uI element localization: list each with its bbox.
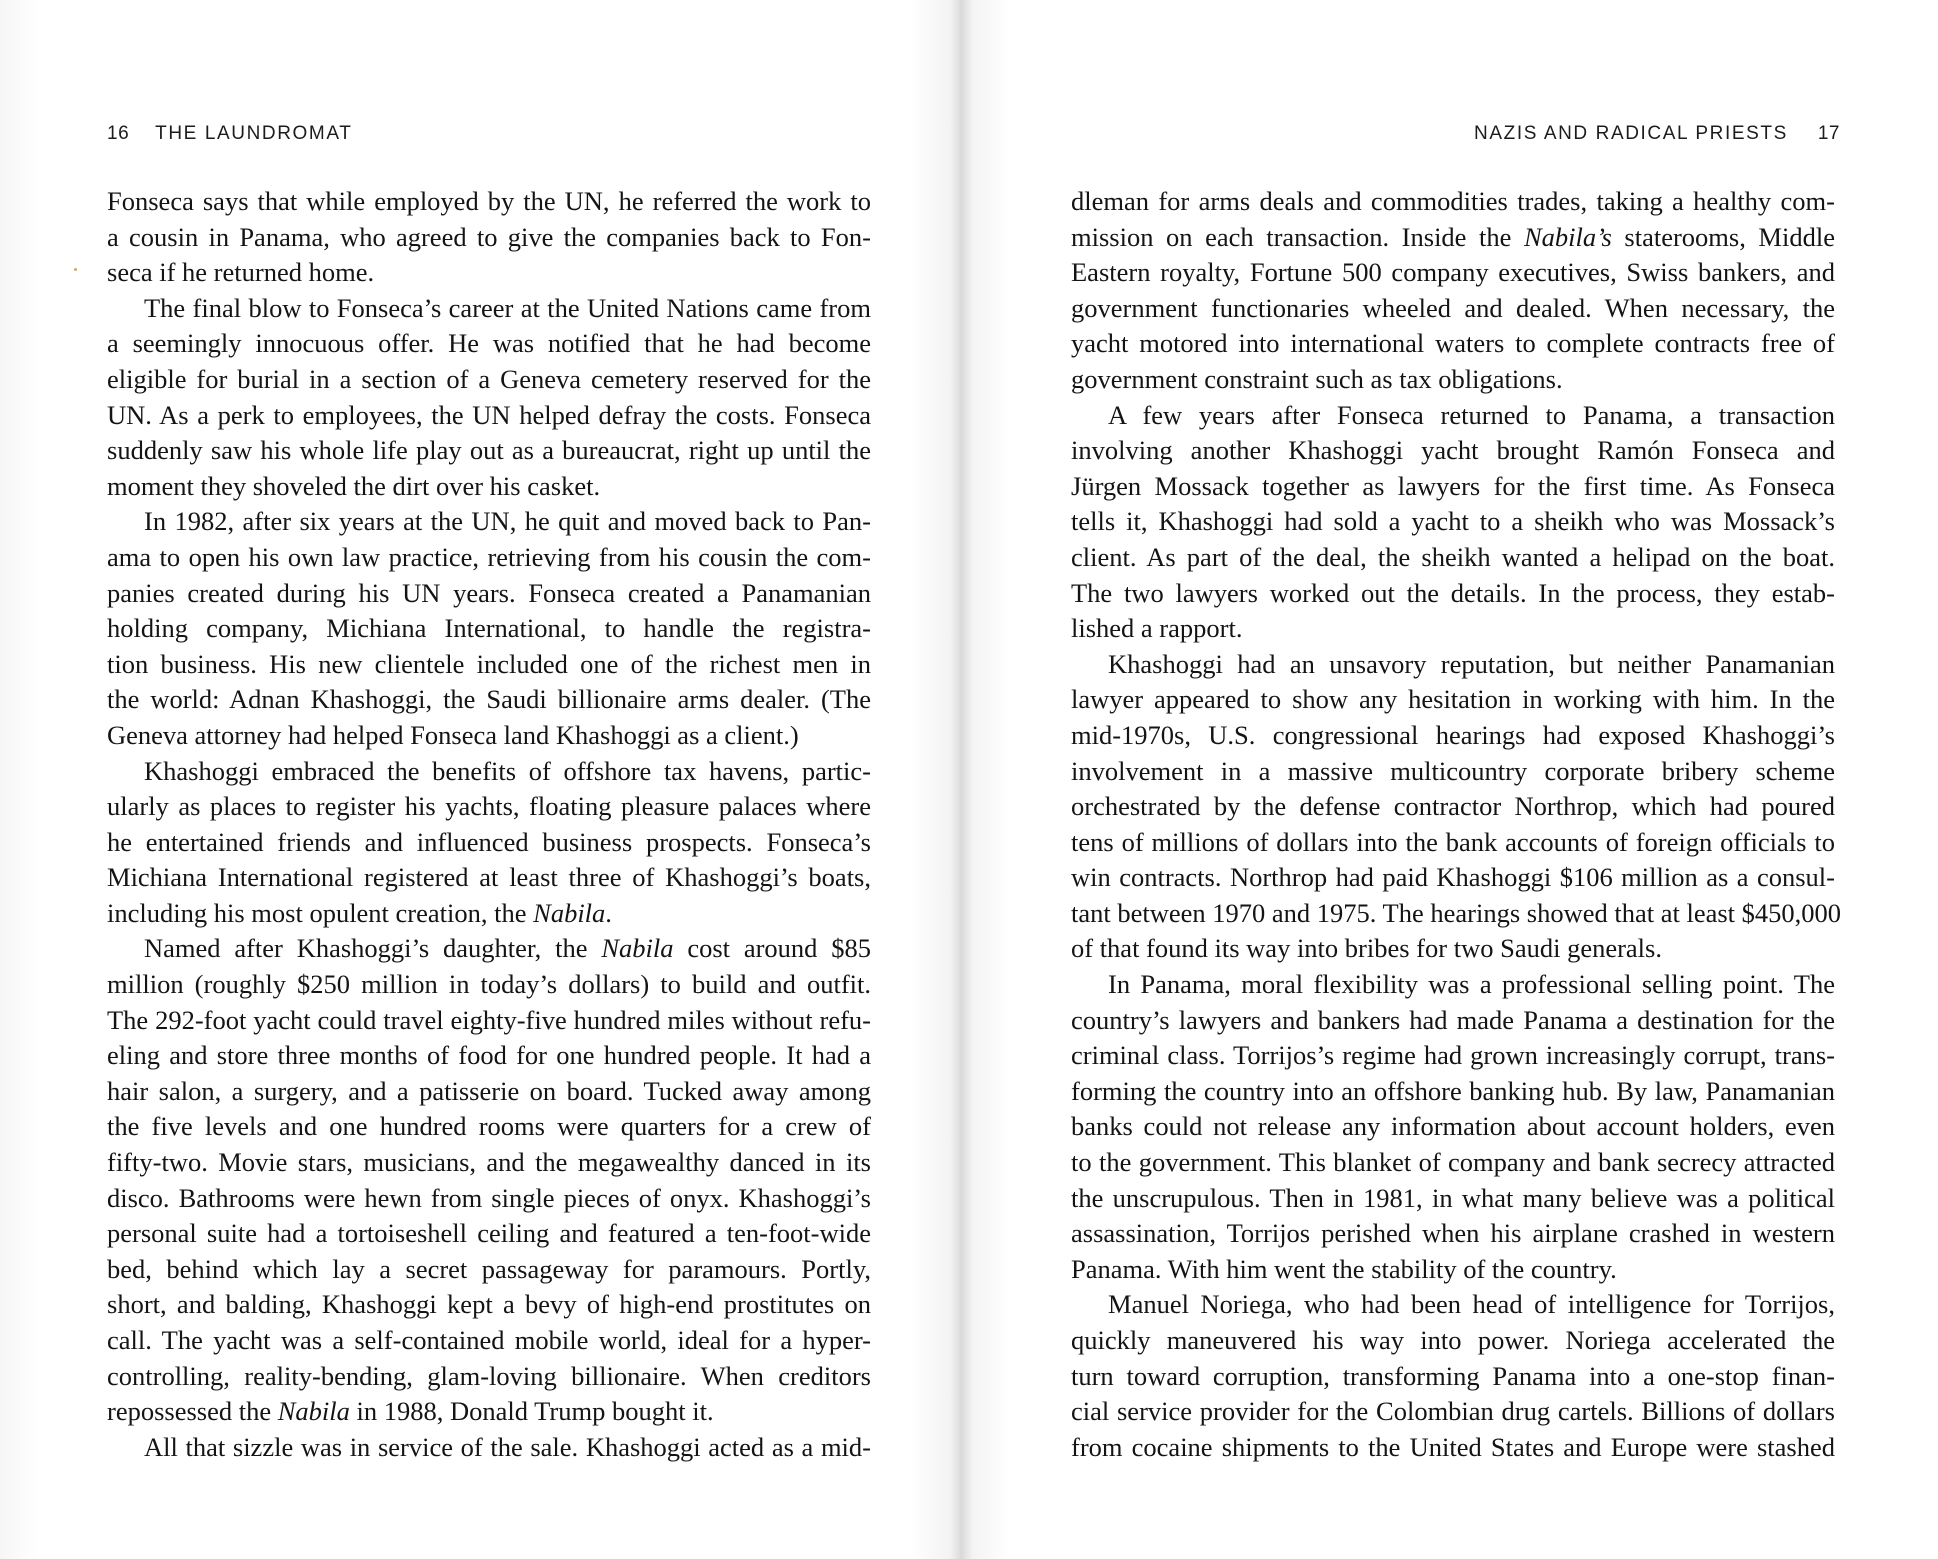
text-segment: quickly maneuvered his way into power. Noriega accelerated the — [1071, 1325, 1835, 1355]
text-segment: country’s lawyers and bankers had made Panama a destination for the — [1071, 1004, 1835, 1035]
text-segment: ularly as places to register his yachts, floating pleasure palaces where — [107, 791, 871, 822]
text-line — [1071, 647, 1835, 683]
text-segment: win contracts. Northrop had paid Khashoggi $106 million as a consul- — [1071, 862, 1835, 893]
text-line — [1071, 1252, 1835, 1288]
text-line — [1071, 433, 1835, 469]
page-speck — [74, 268, 77, 271]
left-running-head-title: THE LAUNDROMAT — [155, 123, 353, 144]
text-segment: suddenly saw his whole life play out as a bureaucrat, right up until the — [107, 435, 871, 466]
text-segment: staterooms, Middle — [1611, 221, 1835, 252]
text-segment: Fonseca says that while employed by the UN, he referred the work to — [107, 186, 871, 216]
text-line — [107, 1181, 871, 1217]
text-segment: tion business. His new clientele included one of the richest men in — [107, 648, 871, 679]
text-line — [1071, 1287, 1835, 1323]
text-segment: cost around $85 — [673, 933, 871, 964]
text-line — [107, 825, 871, 861]
text-segment: All that sizzle was in service of the sale. Khashoggi acted as a mid- — [144, 1431, 871, 1462]
text-segment: mid-1970s, U.S. congressional hearings had exposed Khashoggi’s — [1071, 719, 1835, 750]
text-line — [1071, 1074, 1835, 1110]
text-line — [1071, 540, 1835, 576]
text-segment: of that found its way into bribes for two Saudi generals. — [1071, 933, 1662, 964]
text-segment: tens of millions of dollars into the bank accounts of foreign officials to — [1071, 826, 1835, 857]
text-segment: turn toward corruption, transforming Panama into a one-stop finan- — [1071, 1360, 1835, 1391]
text-line — [1071, 789, 1835, 825]
text-segment: client. As part of the deal, the sheikh wanted a helipad on the boat. — [1071, 541, 1835, 572]
text-line — [107, 184, 871, 220]
text-line — [107, 362, 871, 398]
text-line — [107, 1074, 871, 1110]
text-segment: UN. As a perk to employees, the UN helped defray the costs. Fonseca — [107, 399, 871, 430]
text-line — [107, 576, 871, 612]
text-segment: personal suite had a tortoiseshell ceiling and featured a ten-foot-wide — [107, 1218, 871, 1249]
text-line — [1071, 860, 1835, 896]
gutter-shadow — [950, 0, 972, 1559]
text-segment: a cousin in Panama, who agreed to give the companies back to Fon- — [107, 221, 871, 252]
text-segment: hair salon, a surgery, and a patisserie on board. Tucked away among — [107, 1075, 871, 1106]
text-line — [1071, 469, 1835, 505]
text-segment: government functionaries wheeled and dealed. When necessary, the — [1071, 292, 1835, 323]
text-line — [107, 718, 871, 754]
text-segment: Named after Khashoggi’s daughter, the — [144, 933, 602, 964]
text-segment: the world: Adnan Khashoggi, the Saudi billionaire arms dealer. (The — [107, 684, 871, 715]
text-segment: cial service provider for the Colombian drug cartels. Billions of dollars — [1071, 1396, 1835, 1427]
text-line — [1071, 291, 1835, 327]
text-segment: Manuel Noriega, who had been head of intelligence for Torrijos, — [1108, 1289, 1835, 1320]
text-line — [1071, 326, 1835, 362]
text-line — [107, 469, 871, 505]
right-running-head — [1474, 123, 1840, 145]
text-line — [1071, 825, 1835, 861]
text-line — [1071, 1145, 1835, 1181]
text-segment: orchestrated by the defense contractor Northrop, which had poured — [1071, 791, 1835, 822]
text-line — [107, 220, 871, 256]
text-segment: holding company, Michiana International, to handle the registra- — [107, 613, 871, 644]
text-line — [1071, 718, 1835, 754]
text-segment: including his most opulent creation, the — [107, 897, 534, 928]
italic-text: Nabila — [533, 897, 606, 928]
text-line — [1071, 611, 1835, 647]
text-segment: eligible for burial in a section of a Geneva cemetery reserved for the — [107, 363, 871, 394]
text-segment: The two lawyers worked out the details. In the process, they estab- — [1071, 577, 1835, 608]
text-line — [107, 433, 871, 469]
text-line — [107, 789, 871, 825]
text-line — [1071, 576, 1835, 612]
text-line — [1071, 1216, 1835, 1252]
text-segment: Geneva attorney had helped Fonseca land Khashoggi as a client.) — [107, 719, 799, 750]
text-line — [1071, 504, 1835, 540]
text-segment: . — [605, 897, 612, 928]
left-running-head — [107, 123, 352, 145]
text-segment: In Panama, moral flexibility was a professional selling point. The — [1108, 969, 1835, 1000]
text-line — [1071, 1430, 1835, 1466]
text-line — [1071, 931, 1835, 967]
text-segment: Panama. With him went the stability of the country. — [1071, 1253, 1617, 1284]
text-line — [107, 291, 871, 327]
right-page — [960, 0, 1938, 1559]
text-segment: involvement in a massive multicountry corporate bribery scheme — [1071, 755, 1835, 786]
text-line — [107, 1430, 871, 1466]
text-segment: assassination, Torrijos perished when his airplane crashed in western — [1071, 1218, 1835, 1249]
text-segment: lawyer appeared to show any hesitation in working with him. In the — [1071, 684, 1835, 715]
text-line — [107, 255, 871, 291]
text-segment: In 1982, after six years at the UN, he quit and moved back to Pan- — [144, 506, 871, 537]
text-segment: mission on each transaction. Inside the — [1071, 221, 1524, 252]
italic-text: Nabila — [601, 933, 674, 964]
text-segment: controlling, reality-bending, glam-loving billionaire. When creditors — [107, 1360, 871, 1391]
text-line — [107, 326, 871, 362]
text-line — [107, 1003, 871, 1039]
left-page — [0, 0, 960, 1559]
text-line — [107, 967, 871, 1003]
text-line — [107, 860, 871, 896]
italic-text: Nabila — [277, 1396, 350, 1427]
text-segment: call. The yacht was a self-contained mobile world, ideal for a hyper- — [107, 1325, 871, 1355]
text-segment: dleman for arms deals and commodities trades, taking a healthy com- — [1071, 186, 1835, 216]
text-segment: criminal class. Torrijos’s regime had grown increasingly corrupt, trans- — [1071, 1040, 1835, 1071]
text-segment: forming the country into an offshore banking hub. By law, Panamanian — [1071, 1075, 1835, 1106]
text-segment: in 1988, Donald Trump bought it. — [349, 1396, 714, 1427]
text-segment: tant between 1970 and 1975. The hearings showed that at least $450,000 — [1071, 897, 1842, 928]
text-line — [107, 540, 871, 576]
text-line — [1071, 398, 1835, 434]
text-line — [1071, 896, 1842, 932]
text-segment: tells it, Khashoggi had sold a yacht to a sheikh who was Mossack’s — [1071, 506, 1835, 537]
text-line — [1071, 1323, 1835, 1359]
text-segment: the five levels and one hundred rooms were quarters for a crew of — [107, 1111, 871, 1142]
text-line — [107, 1394, 871, 1430]
text-segment: bed, behind which lay a secret passageway for paramours. Portly, — [107, 1253, 871, 1284]
right-running-head-title: NAZIS AND RADICAL PRIESTS — [1474, 123, 1788, 144]
text-segment: million (roughly $250 million in today’s dollars) to build and outfit. — [107, 969, 871, 1000]
text-line — [1071, 1109, 1835, 1145]
right-page-number: 17 — [1817, 123, 1840, 144]
text-segment: The final blow to Fonseca’s career at the United Nations came from — [144, 292, 871, 323]
text-line — [107, 931, 871, 967]
text-segment: Michiana International registered at least three of Khashoggi’s boats, — [107, 862, 871, 893]
text-line — [107, 1038, 871, 1074]
text-line — [107, 611, 871, 647]
text-line — [107, 398, 871, 434]
text-segment: seca if he returned home. — [107, 257, 375, 288]
left-body-text — [107, 184, 871, 1465]
text-line — [1071, 754, 1835, 790]
left-page-number: 16 — [107, 123, 130, 144]
text-line — [1071, 1038, 1835, 1074]
text-segment: disco. Bathrooms were hewn from single pieces of onyx. Khashoggi’s — [107, 1182, 871, 1213]
text-line — [1071, 1181, 1835, 1217]
text-line — [107, 1287, 871, 1323]
text-segment: repossessed the — [107, 1396, 278, 1427]
text-segment: he entertained friends and influenced business prospects. Fonseca’s — [107, 826, 871, 857]
text-line — [107, 896, 871, 932]
text-line — [1071, 1394, 1835, 1430]
text-segment: a seemingly innocuous offer. He was notified that he had become — [107, 328, 871, 359]
text-line — [107, 647, 871, 683]
text-segment: Jürgen Mossack together as lawyers for the first time. As Fonseca — [1071, 470, 1835, 501]
text-segment: A few years after Fonseca returned to Panama, a transaction — [1108, 399, 1835, 430]
text-line — [1071, 362, 1835, 398]
text-line — [1071, 967, 1835, 1003]
text-segment: to the government. This blanket of company and bank secrecy attracted — [1071, 1147, 1835, 1178]
text-line — [1071, 1359, 1835, 1395]
text-line — [1071, 255, 1835, 291]
text-line — [107, 1252, 871, 1288]
text-segment: panies created during his UN years. Fonseca created a Panamanian — [107, 577, 871, 608]
text-segment: moment they shoveled the dirt over his casket. — [107, 470, 601, 501]
text-segment: yacht motored into international waters to complete contracts free of — [1071, 328, 1835, 359]
text-segment: from cocaine shipments to the United States and Europe were stashed — [1071, 1431, 1835, 1462]
text-segment: government constraint such as tax obligations. — [1071, 363, 1563, 394]
text-segment: banks could not release any information about account holders, even — [1071, 1111, 1835, 1142]
text-line — [107, 1323, 871, 1359]
text-line — [107, 1359, 871, 1395]
text-segment: involving another Khashoggi yacht brought Ramón Fonseca and — [1071, 435, 1835, 466]
text-line — [1071, 682, 1835, 718]
text-segment: The 292-foot yacht could travel eighty-five hundred miles without refu- — [107, 1004, 871, 1035]
italic-text: Nabila’s — [1523, 221, 1612, 252]
text-segment: ama to open his own law practice, retrieving from his cousin the com- — [107, 541, 871, 572]
text-segment: the unscrupulous. Then in 1981, in what many believe was a political — [1071, 1182, 1835, 1213]
text-segment: fifty-two. Movie stars, musicians, and the megawealthy danced in its — [107, 1147, 871, 1178]
text-segment: Khashoggi had an unsavory reputation, but neither Panamanian — [1108, 648, 1835, 679]
text-line — [1071, 1003, 1835, 1039]
text-segment: Eastern royalty, Fortune 500 company executives, Swiss bankers, and — [1071, 257, 1835, 288]
text-line — [107, 504, 871, 540]
text-segment: short, and balding, Khashoggi kept a bevy of high-end prostitutes on — [107, 1289, 871, 1320]
text-segment: Khashoggi embraced the benefits of offshore tax havens, partic- — [144, 755, 871, 786]
text-line — [107, 754, 871, 790]
text-line — [1071, 220, 1835, 256]
text-line — [107, 682, 871, 718]
right-body-text — [1071, 184, 1842, 1465]
text-line — [107, 1216, 871, 1252]
text-segment: eling and store three months of food for one hundred people. It had a — [107, 1040, 871, 1071]
text-line — [107, 1145, 871, 1181]
text-line — [1071, 184, 1835, 220]
text-segment: lished a rapport. — [1071, 613, 1243, 644]
text-line — [107, 1109, 871, 1145]
